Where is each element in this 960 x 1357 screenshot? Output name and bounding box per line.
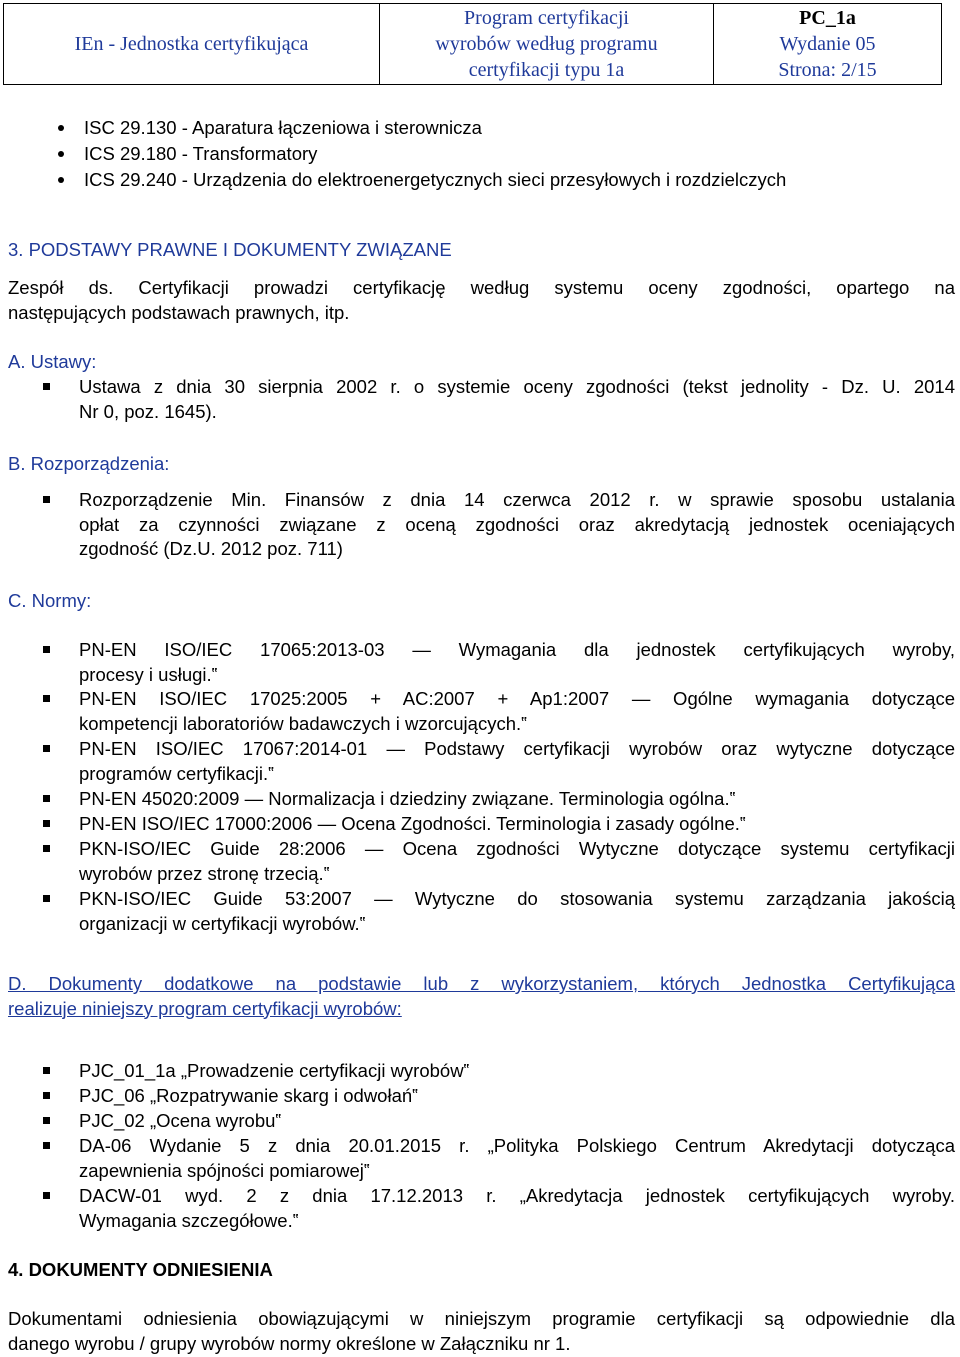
ics-item: ICS 29.240 - Urządzenia do elektroenergetycznych sieci przesyłowych i rozdzielczych — [84, 169, 787, 190]
standard-item: PN-EN ISO/IEC 17025:2005 + AC:2007 + Ap1:2007 ― Ogólne wymagania dotyczące kompetencji laboratoriów badawczych i wzorcujących.‟ — [79, 688, 955, 734]
act-item: Ustawa z dnia 30 sierpnia 2002 r. o systemie oceny zgodności (tekst jednolity - Dz. U. 2014 Nr 0, poz. 1645). — [79, 376, 955, 422]
header-program-line2: wyrobów według programu — [435, 33, 658, 55]
bullet-square-icon — [43, 383, 50, 390]
standard-item: PN-EN ISO/IEC 17000:2006 ― Ocena Zgodności. Terminologia i zasady ogólne.‟ — [79, 813, 747, 834]
bullet-square-icon — [43, 1117, 50, 1124]
header-program-line3: certyfikacji typu 1a — [468, 59, 625, 81]
section-3-heading: 3. PODSTAWY PRAWNE I DOKUMENTY ZWIĄZANE — [8, 239, 452, 260]
header-code: PC_1a — [799, 7, 856, 29]
document-header — [3, 3, 942, 85]
section-4-body: Dokumentami odniesienia obowiązującymi w niniejszym programie certyfikacji są odpowiednie dla danego wyrobu / grupy wyrobów normy określone w Załączniku nr 1. — [8, 1308, 955, 1354]
subsection-b-title: B. Rozporządzenia: — [8, 453, 170, 474]
section-3-intro — [8, 276, 955, 325]
document-item: PJC_02 „Ocena wyrobu‟ — [79, 1110, 282, 1131]
bullet-square-icon — [43, 895, 50, 902]
regulation-item: Rozporządzenie Min. Finansów z dnia 14 czerwca 2012 r. w sprawie sposobu ustalania opłat za czynności związane z oceną zgodności oraz akredytacją jednostek oceniających zgodność (Dz.U. 2012 poz. 711) — [79, 489, 955, 559]
ics-item: ICS 29.180 - Transformatory — [84, 143, 318, 164]
header-page: Strona: 2/15 — [778, 59, 877, 81]
subsection-c-title: C. Normy: — [8, 590, 92, 611]
document-item: DACW-01 wyd. 2 z dnia 17.12.2013 r. „Akredytacja jednostek certyfikujących wyroby. Wymagania szczegółowe.‟ — [79, 1185, 955, 1231]
bullet-square-icon — [43, 1092, 50, 1099]
bullet-square-icon — [43, 1192, 50, 1199]
document-item: PJC_01_1a „Prowadzenie certyfikacji wyrobów‟ — [79, 1060, 470, 1081]
bullet-dot-icon — [58, 177, 64, 183]
bullet-square-icon — [43, 820, 50, 827]
ics-item: ISC 29.130 - Aparatura łączeniowa i sterownicza — [84, 117, 482, 138]
bullet-square-icon — [43, 1142, 50, 1149]
standard-item: PN-EN 45020:2009 ― Normalizacja i dziedziny związane. Terminologia ogólna.‟ — [79, 788, 736, 809]
standard-item: PKN-ISO/IEC Guide 28:2006 ― Ocena zgodności Wytyczne dotyczące systemu certyfikacji wyrobów przez stronę trzecią.‟ — [79, 838, 955, 884]
document-item: DA-06 Wydanie 5 z dnia 20.01.2015 r. „Polityka Polskiego Centrum Akredytacji dotycząca zapewnienia spójności pomiarowej‟ — [79, 1135, 955, 1181]
subsection-d-title: D. Dokumenty dodatkowe na podstawie lub z wykorzystaniem, których Jednostka Certyfikująca realizuje niniejszy program certyfikacji wyrobów: — [8, 973, 955, 1019]
bullet-square-icon — [43, 496, 50, 503]
standard-item: PN-EN ISO/IEC 17065:2013-03 ― Wymagania dla jednostek certyfikujących wyroby, procesy i usługi.‟ — [79, 639, 955, 685]
bullet-dot-icon — [58, 151, 64, 157]
bullet-square-icon — [43, 795, 50, 802]
document-item: PJC_06 „Rozpatrywanie skarg i odwołań‟ — [79, 1085, 419, 1106]
bullet-square-icon — [43, 745, 50, 752]
bullet-square-icon — [43, 695, 50, 702]
intro-line1: Zespół ds. Certyfikacji prowadzi certyfikację według systemu oceny zgodności, opartego na — [8, 277, 955, 298]
bullet-square-icon — [43, 1067, 50, 1074]
standard-item: PN-EN ISO/IEC 17067:2014-01 ― Podstawy certyfikacji wyrobów oraz wytyczne dotyczące programów certyfikacji.‟ — [79, 738, 955, 784]
header-document-info — [714, 4, 942, 85]
bullet-square-icon — [43, 845, 50, 852]
bullet-square-icon — [43, 646, 50, 653]
header-unit: IEn - Jednostka certyfikująca — [4, 4, 380, 85]
subsection-a-title: A. Ustawy: — [8, 351, 97, 372]
standard-item: PKN-ISO/IEC Guide 53:2007 ― Wytyczne do stosowania systemu zarządzania jakością organizacji w certyfikacji wyrobów.‟ — [79, 888, 955, 934]
header-edition: Wydanie 05 — [779, 33, 876, 55]
header-program-title — [380, 4, 714, 85]
bullet-dot-icon — [58, 125, 64, 131]
section-4-heading: 4. DOKUMENTY ODNIESIENIA — [8, 1259, 273, 1280]
intro-line2: następujących podstawach prawnych, itp. — [8, 301, 350, 323]
header-program-line1: Program certyfikacji — [464, 7, 629, 29]
